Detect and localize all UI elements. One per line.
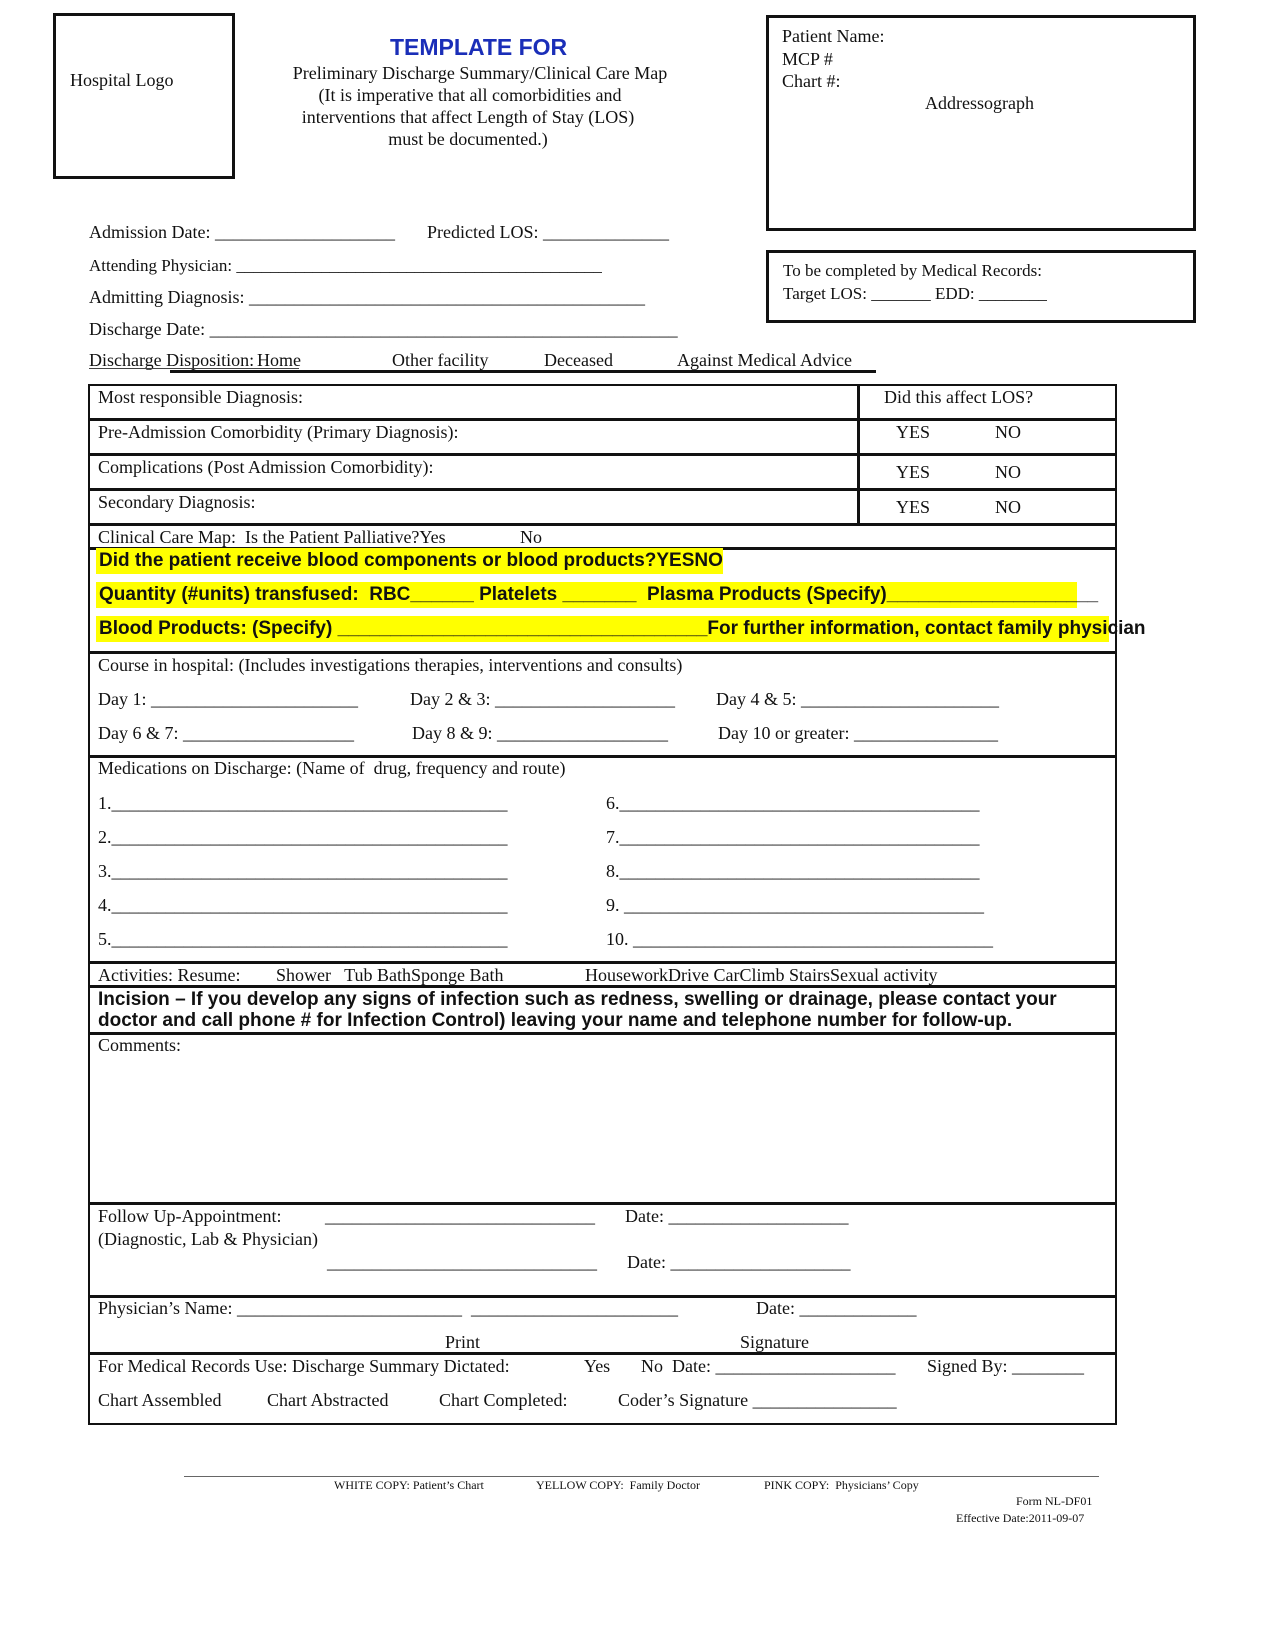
row-divider-2 [88, 453, 1117, 456]
day-1-field[interactable]: Day 1: _______________________ [98, 689, 358, 709]
medication-line-10[interactable]: 10. ________________________________________ [606, 929, 993, 949]
chart-label: Chart #: [782, 71, 841, 91]
secondary-no[interactable]: NO [995, 497, 1021, 517]
row-divider-11 [88, 1202, 1117, 1205]
pre-admission-comorbidity-label: Pre-Admission Comorbidity (Primary Diagnosis): [98, 422, 459, 442]
disposition-underline [89, 368, 299, 369]
medication-line-6[interactable]: 6.________________________________________ [606, 793, 980, 813]
affect-los-label: Did this affect LOS? [884, 387, 1034, 407]
form-subtitle-4: must be documented.) [388, 129, 548, 149]
follow-up-label: Follow Up-Appointment: [98, 1206, 282, 1226]
activities-label: Activities: Resume: [98, 965, 241, 985]
physician-print-label: Print [445, 1332, 481, 1352]
addressograph-label: Addressograph [925, 93, 1034, 113]
row-divider-10 [88, 1032, 1117, 1035]
medication-line-1[interactable]: 1.____________________________________________ [98, 793, 508, 813]
coder-signature[interactable]: Coder’s Signature ________________ [618, 1390, 897, 1410]
medication-line-3[interactable]: 3.____________________________________________ [98, 861, 508, 881]
most-responsible-diagnosis-label: Most responsible Diagnosis: [98, 387, 303, 407]
medication-line-7[interactable]: 7.________________________________________ [606, 827, 980, 847]
day-10-field[interactable]: Day 10 or greater: ________________ [718, 723, 998, 743]
footer-rule [184, 1476, 1099, 1477]
row-divider-3 [88, 488, 1117, 491]
medication-line-9[interactable]: 9. ________________________________________ [606, 895, 984, 915]
follow-up-sub: (Diagnostic, Lab & Physician) [98, 1229, 318, 1249]
row-divider-8 [88, 961, 1117, 964]
palliative-question: Clinical Care Map: Is the Patient Palliative?Yes [98, 527, 446, 547]
blood-question: Did the patient receive blood components or blood products?YESNO [96, 548, 723, 574]
chart-abstracted[interactable]: Chart Abstracted [267, 1390, 389, 1410]
palliative-no[interactable]: No [520, 527, 542, 547]
disposition-deceased[interactable]: Deceased [544, 350, 613, 370]
form-subtitle-3: interventions that affect Length of Stay (LOS) [301, 107, 635, 127]
day-6-7-field[interactable]: Day 6 & 7: ___________________ [98, 723, 354, 743]
row-divider-4 [88, 523, 1117, 526]
physician-signature-label: Signature [740, 1332, 809, 1352]
footer-effective-date: Effective Date:2011-09-07 [956, 1511, 1085, 1525]
secondary-yes[interactable]: YES [896, 497, 931, 517]
row-divider-6 [88, 651, 1117, 654]
hospital-logo-label: Hospital Logo [70, 70, 174, 90]
attending-physician-field[interactable]: Attending Physician: ___________________________________________ [89, 256, 602, 275]
complications-label: Complications (Post Admission Comorbidity): [98, 457, 434, 477]
comments-area[interactable] [92, 1060, 1112, 1200]
disposition-home[interactable]: Home [257, 350, 301, 370]
form-subtitle-1: Preliminary Discharge Summary/Clinical Care Map [292, 63, 668, 83]
medications-heading: Medications on Discharge: (Name of drug, frequency and route) [98, 758, 566, 778]
admission-date-field[interactable]: Admission Date: ____________________ [89, 222, 395, 242]
footer-white-copy: WHITE COPY: Patient’s Chart [334, 1478, 484, 1492]
secondary-diagnosis-label: Secondary Diagnosis: [98, 492, 256, 512]
medical-records-line-1: To be completed by Medical Records: [783, 261, 1042, 280]
blood-quantity-line[interactable]: Quantity (#units) transfused: RBC______ Platelets _______ Plasma Products (Specify)____________________ [96, 582, 1077, 608]
discharge-date-field[interactable]: Discharge Date: ____________________________________________________ [89, 319, 678, 339]
follow-up-line-1[interactable]: ______________________________ [325, 1206, 595, 1226]
discharge-disposition-label: Discharge Disposition: [89, 350, 255, 370]
footer-form-number: Form NL-DF01 [1016, 1494, 1093, 1508]
comments-label: Comments: [98, 1035, 182, 1055]
row-divider-13 [88, 1352, 1117, 1355]
pre-admission-yes[interactable]: YES [896, 422, 931, 442]
patient-info-box [766, 15, 1196, 231]
incision-warning-1: Incision – If you develop any signs of infection such as redness, swelling or drainage, please contact your [98, 989, 1057, 1010]
records-dictated-yes[interactable]: Yes [584, 1356, 611, 1376]
admitting-diagnosis-field[interactable]: Admitting Diagnosis: ____________________________________________ [89, 287, 646, 307]
complications-yes[interactable]: YES [896, 462, 931, 482]
follow-up-line-2[interactable]: ______________________________ [327, 1252, 597, 1272]
records-signed-by[interactable]: Signed By: ________ [927, 1356, 1085, 1376]
predicted-los-field[interactable]: Predicted LOS: ______________ [427, 222, 669, 242]
row-divider-9 [88, 985, 1117, 988]
medical-records-line-2: Target LOS: _______ EDD: ________ [783, 284, 1047, 303]
medication-line-4[interactable]: 4.____________________________________________ [98, 895, 508, 915]
form-title: TEMPLATE FOR [390, 34, 568, 60]
chart-completed[interactable]: Chart Completed: [439, 1390, 568, 1410]
course-heading: Course in hospital: (Includes investigations therapies, interventions and consults) [98, 655, 683, 675]
disposition-rule [170, 370, 876, 373]
patient-name-label: Patient Name: [782, 26, 885, 46]
hospital-logo-box [53, 13, 235, 179]
medication-line-8[interactable]: 8.________________________________________ [606, 861, 980, 881]
mcp-label: MCP # [782, 49, 833, 69]
footer-pink-copy: PINK COPY: Physicians’ Copy [764, 1478, 919, 1492]
incision-warning-2: doctor and call phone # for Infection Control) leaving your name and telephone number for follow-up. [98, 1010, 1013, 1031]
medication-line-2[interactable]: 2.____________________________________________ [98, 827, 508, 847]
day-4-5-field[interactable]: Day 4 & 5: ______________________ [716, 689, 999, 709]
physician-name-field[interactable]: Physician’s Name: _________________________ _______________________ [98, 1298, 678, 1318]
disposition-against-medical-advice[interactable]: Against Medical Advice [677, 350, 852, 370]
day-2-3-field[interactable]: Day 2 & 3: ____________________ [410, 689, 675, 709]
blood-products-line[interactable]: Blood Products: (Specify) ___________________________________For further information, contact family physician [96, 616, 1109, 642]
pre-admission-no[interactable]: NO [995, 422, 1021, 442]
follow-up-date-2[interactable]: Date: ____________________ [627, 1252, 851, 1272]
records-dictated-label: For Medical Records Use: Discharge Summary Dictated: [98, 1356, 510, 1376]
physician-date-field[interactable]: Date: _____________ [756, 1298, 917, 1318]
chart-assembled[interactable]: Chart Assembled [98, 1390, 222, 1410]
follow-up-date-1[interactable]: Date: ____________________ [625, 1206, 849, 1226]
medication-line-5[interactable]: 5.____________________________________________ [98, 929, 508, 949]
day-8-9-field[interactable]: Day 8 & 9: ___________________ [412, 723, 668, 743]
disposition-other-facility[interactable]: Other facility [392, 350, 489, 370]
medical-records-box [766, 250, 1196, 323]
complications-no[interactable]: NO [995, 462, 1021, 482]
row-divider-1 [88, 418, 1117, 421]
records-dictated-no-date[interactable]: No Date: ____________________ [641, 1356, 896, 1376]
activities-other-options[interactable]: HouseworkDrive CarClimb StairsSexual activity [585, 965, 938, 985]
footer-yellow-copy: YELLOW COPY: Family Doctor [536, 1478, 700, 1492]
activities-bathing-options[interactable]: Shower Tub BathSponge Bath [276, 965, 504, 985]
form-subtitle-2: (It is imperative that all comorbidities and [318, 85, 622, 105]
